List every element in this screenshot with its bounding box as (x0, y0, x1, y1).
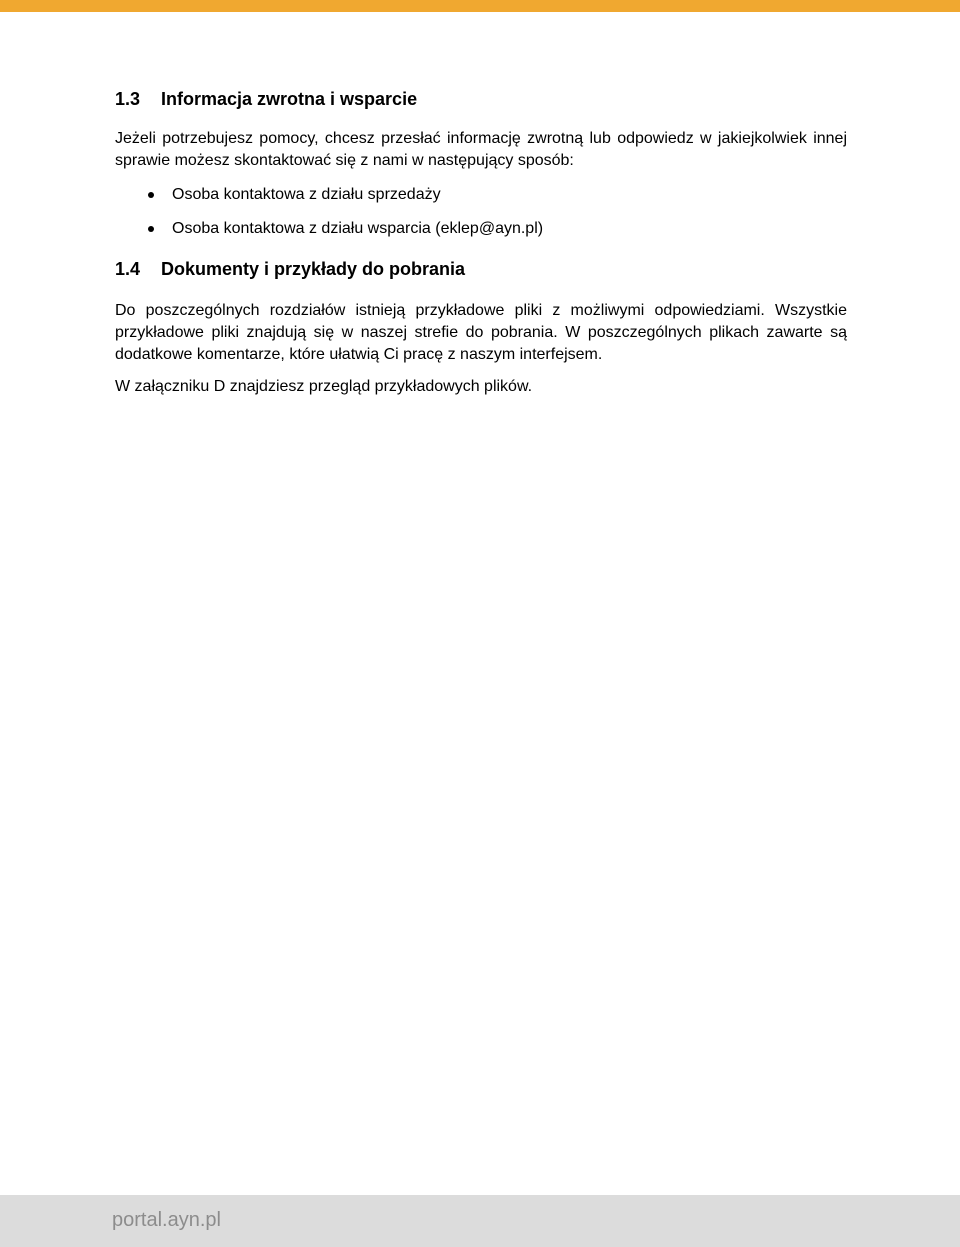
bullet-icon (148, 226, 154, 232)
section-title: Dokumenty i przykłady do pobrania (161, 259, 466, 279)
header-accent-bar (0, 0, 960, 12)
appendix-paragraph: W załączniku D znajdziesz przegląd przykładowych plików. (115, 378, 533, 395)
feedback-paragraph: Jeżeli potrzebujesz pomocy, chcesz przesłać informację zwrotną lub odpowiedz w jakiejkolwiek innej sprawie możesz skontaktować się z nami w następujący sposób: (115, 130, 847, 169)
list-item (115, 184, 847, 206)
section-title: Informacja zwrotna i wsparcie (161, 89, 418, 109)
downloads-paragraph: Do poszczególnych rozdziałów istnieją przykładowe pliki z możliwymi odpowiedziami. Wszystkie przykładowe pliki znajdują się w naszej strefie do pobrania. W poszczególnych plikach zawarte są dodatkowe komentarze, które ułatwią Ci pracę z naszym interfejsem. (115, 302, 847, 363)
page-footer (0, 1195, 960, 1247)
list-item-text: Osoba kontaktowa z działu wsparcia (eklep@ayn.pl) (172, 220, 544, 237)
list-item-text: Osoba kontaktowa z działu sprzedaży (172, 186, 441, 203)
list-item (115, 218, 847, 240)
footer-url: portal.ayn.pl (112, 1209, 221, 1231)
document-body (115, 88, 847, 398)
bullet-icon (148, 192, 154, 198)
section-number: 1.4 (115, 259, 141, 279)
section-number: 1.3 (115, 89, 141, 109)
section-heading-1-3 (115, 88, 847, 110)
contact-list (115, 184, 847, 240)
section-heading-1-4 (115, 258, 847, 280)
